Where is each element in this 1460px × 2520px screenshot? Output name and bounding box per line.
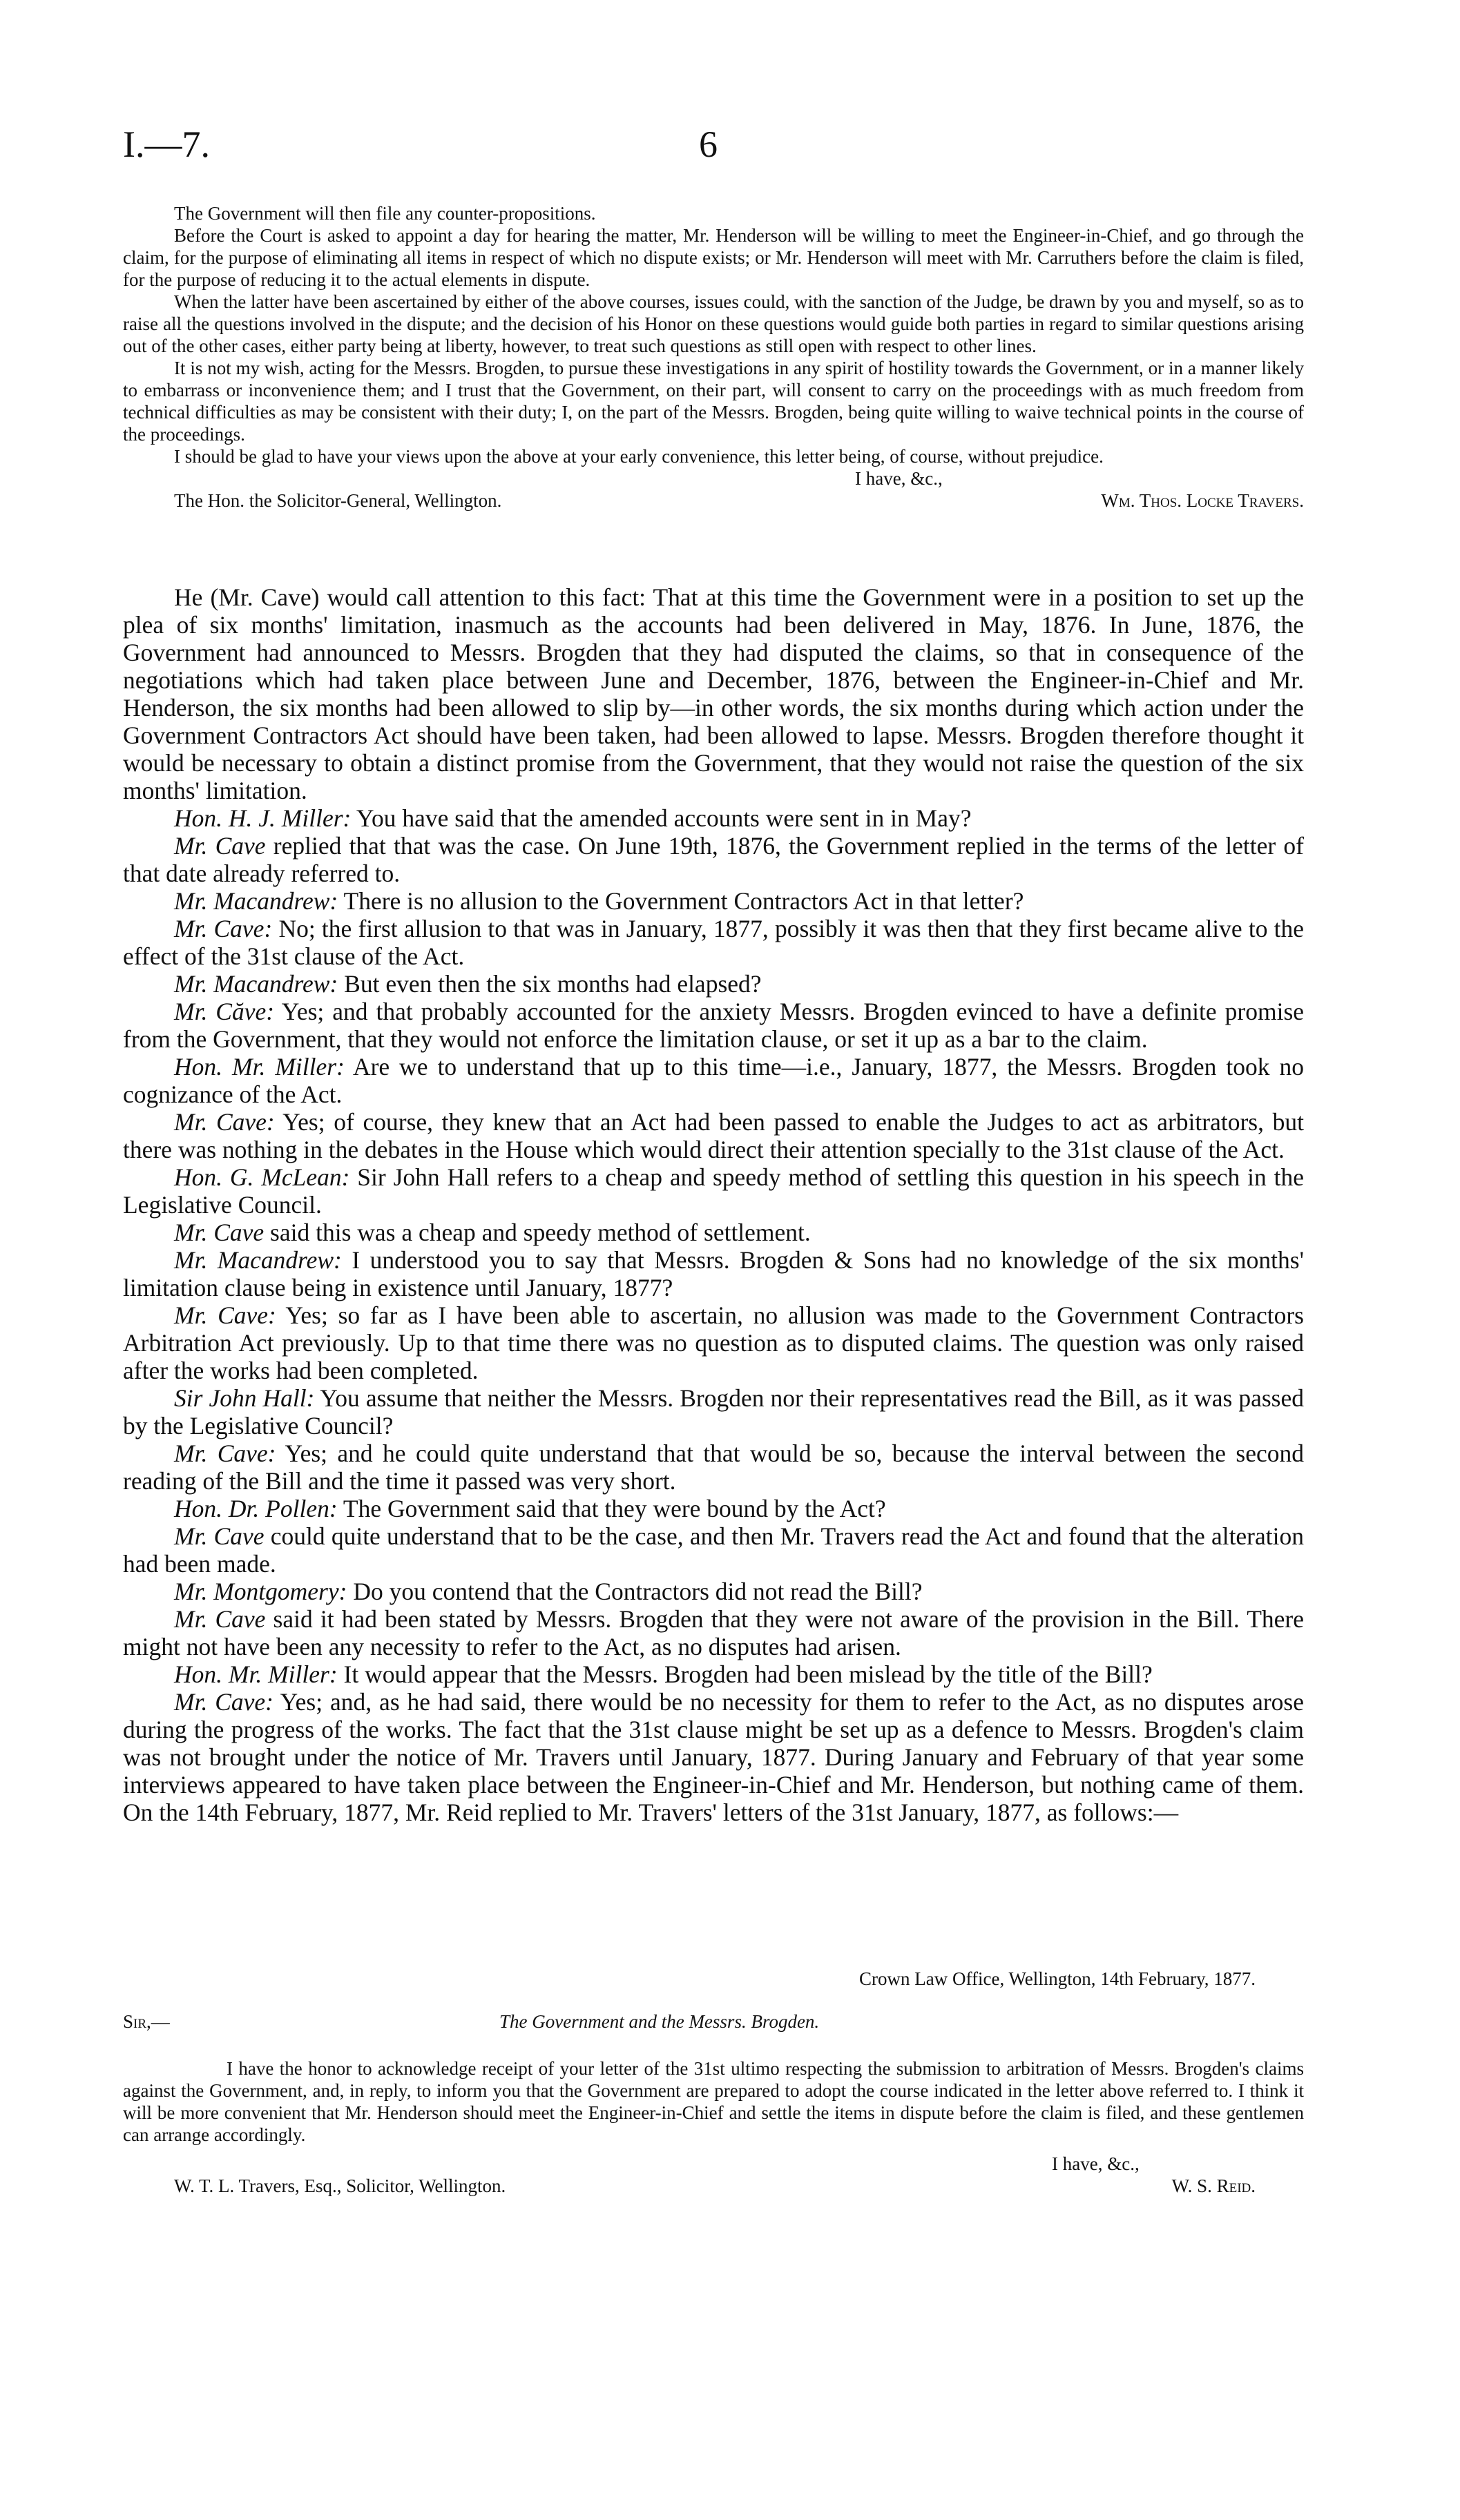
letter-paragraph: The Government will then file any counter-propositions.	[174, 203, 596, 224]
speaker: Hon. Mr. Miller:	[174, 1053, 345, 1080]
speaker: Mr. Cave	[174, 1219, 265, 1246]
speaker: Mr. Cave:	[174, 1301, 276, 1329]
letter-paragraph: Before the Court is asked to appoint a day for hearing the matter, Mr. Henderson will be willing to meet the Engineer-in-Chief, and go through the claim, for the purpose of eliminating all items in respect of which no dispute exists; or Mr. Henderson will meet with Mr. Carruthers before the claim is filed, for the purpose of reducing it to the actual elements in dispute.	[123, 225, 1304, 290]
speaker: Mr. Macandrew:	[174, 970, 338, 998]
speaker: Mr. Cave	[174, 1522, 265, 1550]
evidence-paragraph: Hon. G. McLean: Sir John Hall refers to a cheap and speedy method of settling this question in his speech in the Legislative Council.	[123, 1163, 1304, 1219]
page-header	[0, 123, 1460, 171]
speaker: Hon. H. J. Miller:	[174, 804, 352, 832]
letter-travers-continued	[123, 202, 1304, 512]
closing: I have, &c.,	[855, 468, 943, 489]
salutation-row	[123, 2010, 1304, 2033]
speaker: Mr. Macandrew:	[174, 1246, 342, 1274]
speaker: Mr. Cave	[174, 832, 266, 860]
closing-row	[123, 467, 1304, 490]
evidence-paragraph: Hon. Mr. Miller: Are we to understand that up to this time—i.e., January, 1877, the Messrs. Brogden took no cognizance of the Act.	[123, 1053, 1304, 1108]
evidence-paragraph: Mr. Montgomery: Do you contend that the Contractors did not read the Bill?	[174, 1578, 923, 1605]
evidence-paragraph: Mr. Cave: Yes; of course, they knew that an Act had been passed to enable the Judges to act as arbitrators, but there was nothing in the debates in the House which would direct their attention specially to the 31st clause of the Act.	[123, 1108, 1305, 1163]
speaker: Mr. Cave:	[174, 915, 273, 942]
speaker: Mr. Cave:	[174, 1688, 273, 1716]
evidence-paragraph: Mr. Cave could quite understand that to be the case, and then Mr. Travers read the Act and found that the alteration had been made.	[123, 1522, 1304, 1578]
evidence-body	[123, 583, 1304, 1826]
signature-row	[123, 2175, 1304, 2197]
evidence-paragraph: Mr. Căve: Yes; and that probably accounted for the anxiety Messrs. Brogden evinced to have a definite promise from the Government, that they would not enforce the limitation clause, or set it up as a bar to the claim.	[123, 998, 1305, 1053]
addressee: The Hon. the Solicitor-General, Wellington.	[174, 490, 502, 511]
evidence-paragraph: Mr. Macandrew: But even then the six months had elapsed?	[174, 970, 762, 998]
speaker: Mr. Cave:	[174, 1108, 275, 1136]
letter-paragraph: It is not my wish, acting for the Messrs. Brogden, to pursue these investigations in any spirit of hostility towards the Government, or in a manner likely to embarrass or inconvenience them; and I trust that the Government, on their part, will consent to carry on the proceedings with as much freedom from technical difficulties as may be consistent with their duty; I, on the part of the Messrs. Brogden, being quite willing to waive technical points in the course of the proceedings.	[123, 358, 1304, 445]
evidence-paragraph: Mr. Macandrew: I understood you to say that Messrs. Brogden & Sons had no knowledge of the six months' limitation clause being in existence until January, 1877?	[123, 1246, 1304, 1301]
evidence-paragraph: Hon. H. J. Miller: You have said that the amended accounts were sent in in May?	[174, 804, 972, 832]
speaker: Sir John Hall:	[174, 1384, 315, 1412]
addressee: W. T. L. Travers, Esq., Solicitor, Wellington.	[174, 2175, 506, 2196]
evidence-paragraph: Mr. Macandrew: There is no allusion to the Government Contractors Act in that letter?	[174, 887, 1024, 915]
closing-row	[123, 2153, 1304, 2175]
evidence-paragraph: Mr. Cave replied that that was the case. On June 19th, 1876, the Government replied in the terms of the letter of that date already referred to.	[123, 832, 1304, 887]
evidence-paragraph: Mr. Cave said it had been stated by Messrs. Brogden that they were not aware of the provision in the Bill. There might not have been any necessity to refer to the Act, as no disputes had arisen.	[123, 1605, 1304, 1660]
salutation: Sir,—	[123, 2011, 170, 2032]
speaker: Mr. Cave	[174, 1605, 266, 1633]
speaker: Mr. Cave:	[174, 1440, 276, 1467]
signature-row	[123, 490, 1304, 512]
speaker: Hon. G. McLean:	[174, 1163, 350, 1191]
speaker: Mr. Căve:	[174, 998, 275, 1025]
speaker: Mr. Montgomery:	[174, 1578, 347, 1605]
page-number: 6	[699, 124, 718, 165]
evidence-paragraph: He (Mr. Cave) would call attention to this fact: That at this time the Government were in a position to set up the plea of six months' limitation, inasmuch as the accounts had been delivered in May, 1876. In June, 1876, the Government had announced to Messrs. Brogden that they had disputed the claims, so that in consequence of the negotiations which had taken place between June and December, 1876, between the Engineer-in-Chief and Mr. Henderson, the six months had been allowed to slip by—in other words, the six months during which action under the Government Contractors Act should have been taken, had been allowed to lapse. Messrs. Brogden therefore thought it would be necessary to obtain a distinct promise from the Government, that they would not raise the question of the six months' limitation.	[123, 583, 1304, 804]
evidence-paragraph: Hon. Dr. Pollen: The Government said that they were bound by the Act?	[174, 1495, 886, 1522]
letter-body: I have the honor to acknowledge receipt of your letter of the 31st ultimo respecting the submission to arbitration of Messrs. Brogden's claims against the Government, and, in reply, to inform you that the Government are prepared to adopt the course indicated in the letter above referred to. I think it will be more convenient that Mr. Henderson should meet the Engineer-in-Chief and settle the items in dispute before the claim is filed, and these gentlemen can arrange accordingly.	[123, 2058, 1304, 2145]
document-reference: I.—7.	[123, 124, 210, 165]
speaker: Hon. Mr. Miller:	[174, 1660, 338, 1688]
closing: I have, &c.,	[1052, 2153, 1140, 2174]
signature: Wm. Thos. Locke Travers.	[1101, 490, 1304, 511]
speaker: Mr. Macandrew:	[174, 887, 338, 915]
evidence-paragraph: Mr. Cave: Yes; and he could quite understand that that would be so, because the interval between the second reading of the Bill and the time it passed was very short.	[123, 1440, 1304, 1495]
evidence-paragraph: Hon. Mr. Miller: It would appear that the Messrs. Brogden had been mislead by the title of the Bill?	[174, 1660, 1153, 1688]
letter-paragraph: When the latter have been ascertained by either of the above courses, issues could, with the sanction of the Judge, be drawn by you and myself, so as to raise all the questions involved in the dispute; and the decision of his Honor on these questions would guide both parties in regard to similar questions arising out of the other cases, either party being at liberty, however, to treat such questions as still open with respect to other lines.	[123, 291, 1305, 356]
letter-subject: The Government and the Messrs. Brogden.	[499, 2011, 820, 2032]
evidence-paragraph: Mr. Cave said this was a cheap and speedy method of settlement.	[174, 1219, 811, 1246]
evidence-paragraph: Mr. Cave: No; the first allusion to that was in January, 1877, possibly it was then that they first became alive to the effect of the 31st clause of the Act.	[123, 915, 1305, 970]
letter-reid	[123, 1968, 1304, 2197]
dateline: Crown Law Office, Wellington, 14th February, 1877.	[859, 1968, 1256, 1989]
evidence-paragraph: Mr. Cave: Yes; and, as he had said, there would be no necessity for them to refer to the Act, as no disputes arose during the progress of the works. The fact that the 31st clause might be set up as a defence to Messrs. Brogden's claim was not brought under the notice of Mr. Travers until January, 1877. During January and February of that year some interviews appeared to have taken place between the Engineer-in-Chief and Mr. Henderson, but nothing came of them. On the 14th February, 1877, Mr. Reid replied to Mr. Travers' letters of the 31st January, 1877, as follows:—	[123, 1688, 1304, 1826]
speaker: Hon. Dr. Pollen:	[174, 1495, 338, 1522]
letter-paragraph: I should be glad to have your views upon the above at your early convenience, this letter being, of course, without prejudice.	[174, 446, 1104, 467]
signature: W. S. Reid.	[1171, 2175, 1256, 2196]
evidence-paragraph: Sir John Hall: You assume that neither the Messrs. Brogden nor their representatives read the Bill, as it was passed by the Legislative Council?	[123, 1384, 1304, 1440]
evidence-paragraph: Mr. Cave: Yes; so far as I have been able to ascertain, no allusion was made to the Government Contractors Arbitration Act previously. Up to that time there was no question as to disputed claims. The question was only raised after the works had been completed.	[123, 1301, 1304, 1384]
